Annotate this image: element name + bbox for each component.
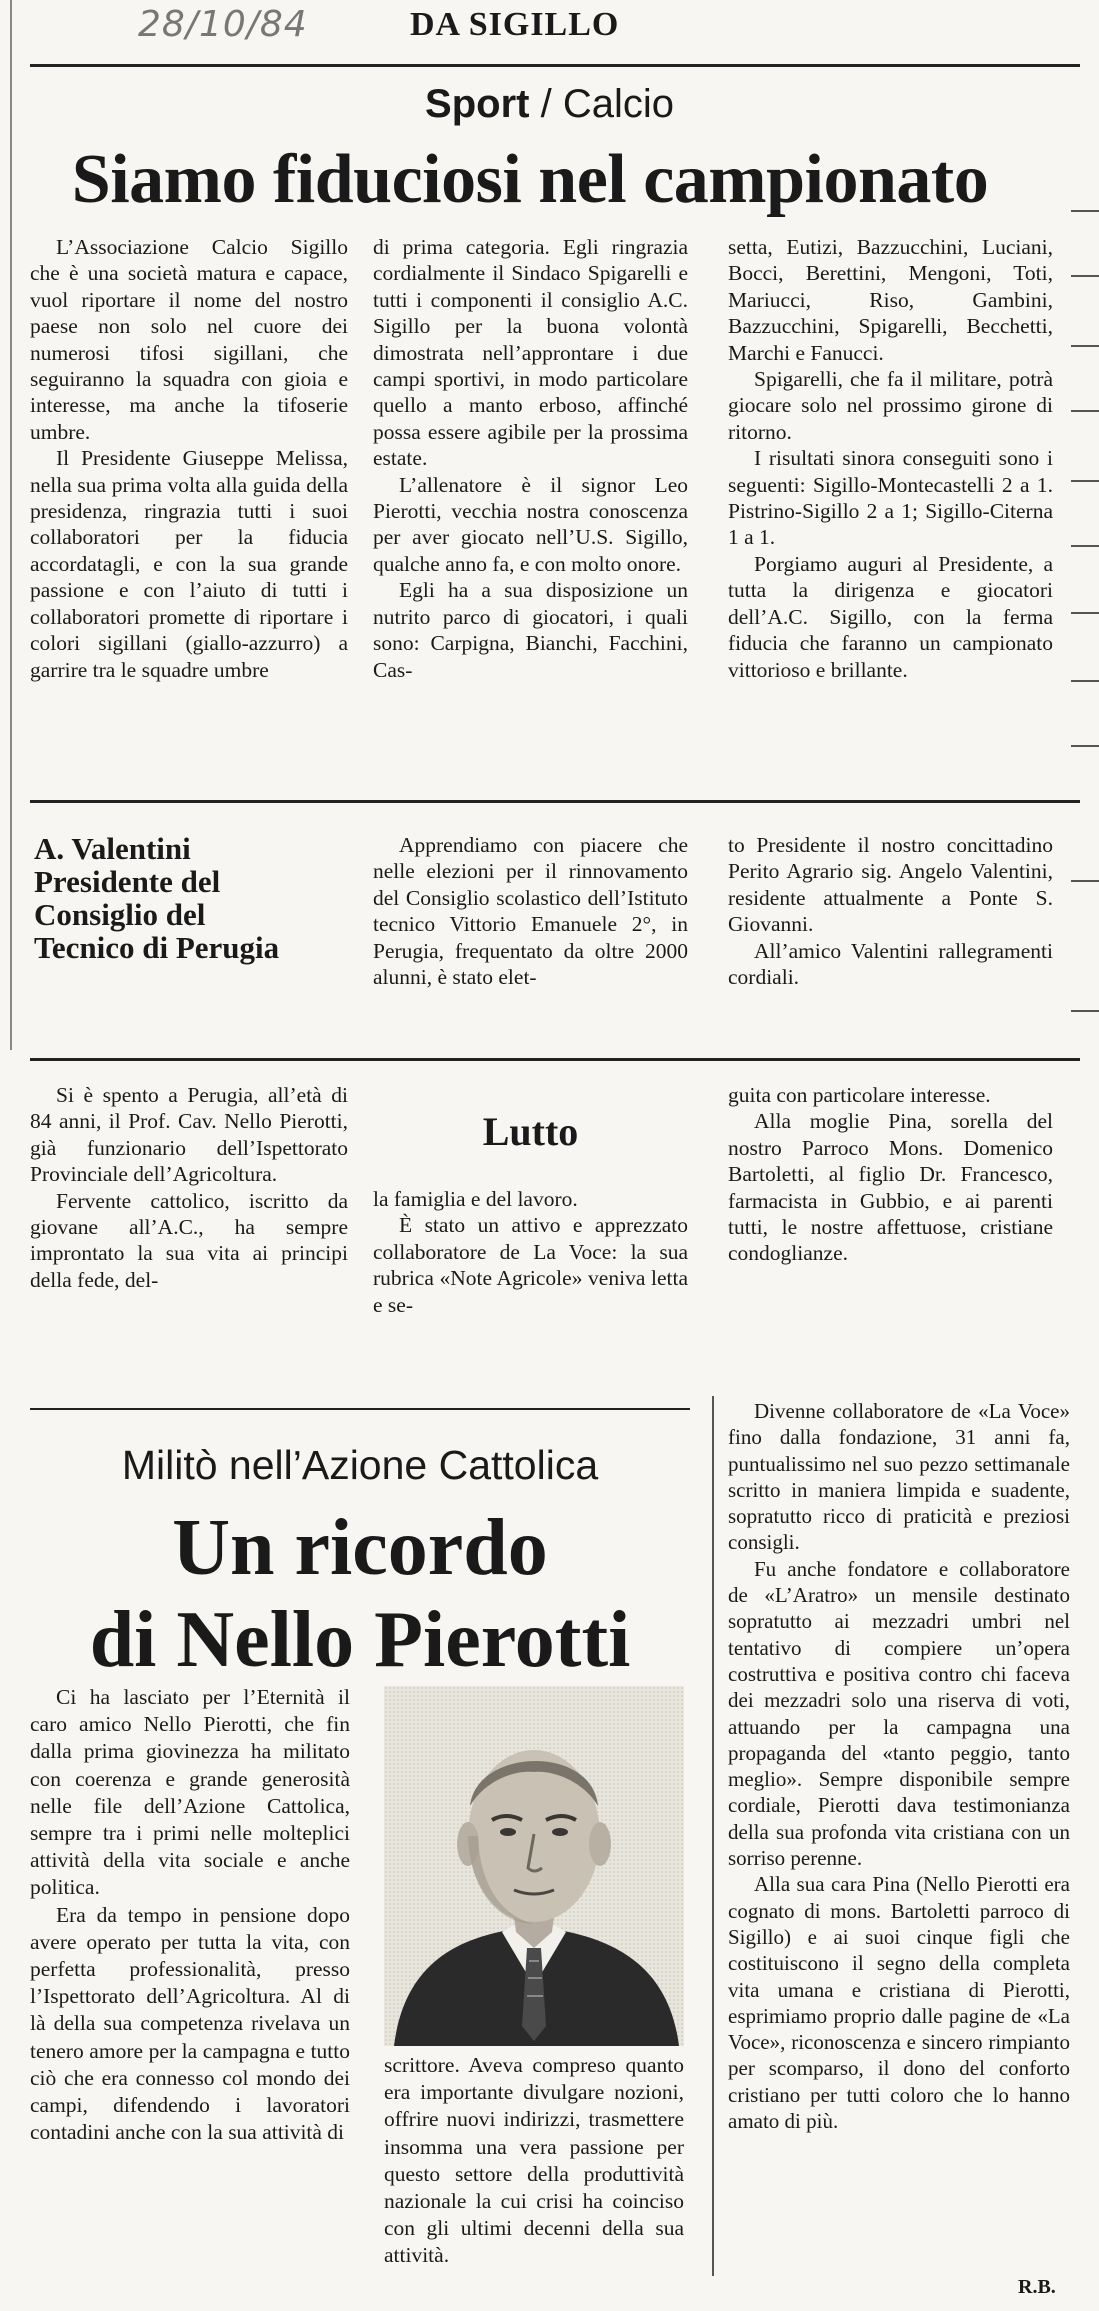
margin-mark bbox=[1071, 275, 1099, 277]
section-rule bbox=[30, 800, 1080, 803]
article4-col3 bbox=[728, 1398, 1070, 2134]
margin-mark bbox=[1071, 480, 1099, 482]
article3-col3 bbox=[728, 1082, 1053, 1267]
margin-mark bbox=[1071, 210, 1099, 212]
paragraph: scrittore. Aveva compreso quanto era importante divulgare nozioni, offrire nuovi indirizzi, trasmettere insomma una vera passione per questo settore della produttività nazionale la cui crisi ha coinciso con gli ultimi decenni della sua attività. bbox=[384, 2053, 684, 2268]
article4-kicker: Militò nell’Azione Cattolica bbox=[121, 1442, 599, 1488]
paragraph: Alla sua cara Pina (Nello Pierotti era cognato di mons. Bartoletti parroco di Sigillo) e ai suoi cinque figli che costituiscono il segno della completa vita umana e cristiana di Pierotti, esprimiamo proprio dalle pagine de «La Voce», riconoscenza e sincero rimpianto per scomparso, il dono del conforto cristiano per tutti coloro che lo hanno amato di più. bbox=[728, 1872, 1070, 2134]
paragraph: Egli ha a sua disposizione un nutrito parco di giocatori, i quali sono: Carpigna, Bianchi, Facchini, Cas- bbox=[373, 578, 688, 682]
paragraph: L’allenatore è il signor Leo Pierotti, vecchia nostra conoscenza per aver giocato nell’U.S. Sigillo, qualche anno fa, e con molto onore. bbox=[373, 472, 688, 576]
margin-mark bbox=[1071, 880, 1099, 882]
category-separator: / bbox=[540, 82, 552, 126]
article4-col2 bbox=[384, 2052, 684, 2270]
section-rule bbox=[30, 1058, 1080, 1061]
article3-col1 bbox=[30, 1082, 348, 1293]
article4-headline-line2: di Nello Pierotti bbox=[89, 1596, 631, 1684]
portrait-photo-icon bbox=[384, 1686, 684, 2046]
paragraph: di prima categoria. Egli ringrazia cordialmente il Sindaco Spigarelli e tutti i componenti il consiglio A.C. Sigillo per la buona volontà dimostrata nell’approntare i due campi sportivi, in modo particolare quello a manto erboso, affinché possa essere agibile per la prossima estate. bbox=[373, 235, 688, 471]
paragraph: I risultati sinora conseguiti sono i seguenti: Sigillo-Montecastelli 2 a 1. Pistrino-Sigillo 2 a 1; Sigillo-Citerna 1 a 1. bbox=[728, 446, 1053, 550]
paragraph: All’amico Valentini rallegramenti cordiali. bbox=[728, 938, 1053, 990]
paragraph: Il Presidente Giuseppe Melissa, nella sua prima volta alla guida della presidenza, ringrazia tutti i suoi collaboratori per la fiducia accordatagli, e con la sua grande passione e con l’aiuto di tutti i collaboratori promette di riportare i colori sigillani (giallo-azzurro) a garrire tra le squadre umbre bbox=[30, 446, 348, 682]
margin-mark bbox=[1071, 612, 1099, 614]
paragraph: guita con particolare interesse. bbox=[728, 1083, 991, 1107]
paragraph: Apprendiamo con piacere che nelle elezioni per il rinnovamento del Consiglio scolastico dell’Istituto tecnico Vittorio Emanuele 2°, in Perugia, frequentato da oltre 2000 alunni, è stato elet- bbox=[373, 833, 688, 990]
paragraph: Divenne collaboratore de «La Voce» fino dalla fondazione, 31 anni fa, puntualissimo nel suo pezzo settimanale scritto in maniera limpida e suadente, sopratutto ricco di praticità e preziosi consigli. bbox=[728, 1399, 1070, 1555]
article3-col2 bbox=[373, 1186, 688, 1318]
margin-mark bbox=[1071, 410, 1099, 412]
article1-col1 bbox=[30, 234, 348, 683]
paragraph: la famiglia e del lavoro. bbox=[373, 1187, 578, 1211]
article4-top-rule bbox=[30, 1408, 690, 1410]
paragraph: L’Associazione Calcio Sigillo che è una società matura e capace, vuol riportare il nome del nostro paese non solo nel cuore dei numerosi tifosi sigillani, che seguiranno la squadra con gioia e interesse, ma anche la tifoserie umbre. bbox=[30, 235, 348, 444]
article1-col3 bbox=[728, 234, 1053, 683]
paragraph: Ci ha lasciato per l’Eternità il caro amico Nello Pierotti, che fin dalla prima giovinezza ha militato con coerenza e grande generosità nelle file dell’Azione Cattolica, sempre tra i primi nelle molteplici attività della vita sociale e anche politica. bbox=[30, 1685, 350, 1900]
article4-col1 bbox=[30, 1684, 350, 2146]
paragraph: to Presidente il nostro concittadino Perito Agrario sig. Angelo Valentini, residente attualmente a Ponte S. Giovanni. bbox=[728, 833, 1053, 937]
article1-headline: Siamo fiduciosi nel campionato bbox=[71, 141, 989, 218]
paragraph: Alla moglie Pina, sorella del nostro Parroco Mons. Domenico Bartoletti, al figlio Dr. Francesco, farmacista in Gubbio, e ai parenti tutti, le nostre affettuose, cristiane condoglianze. bbox=[728, 1109, 1053, 1266]
margin-mark bbox=[1071, 545, 1099, 547]
paragraph: Fervente cattolico, iscritto da giovane all’A.C., ha sempre improntato la sua vita ai principi della fede, del- bbox=[30, 1188, 348, 1292]
article2-col3 bbox=[728, 832, 1053, 990]
category-calcio: Calcio bbox=[562, 82, 674, 126]
signature: R.B. bbox=[1018, 2276, 1056, 2298]
section-title: DA SIGILLO bbox=[410, 6, 620, 43]
article2-headline: A. Valentini Presidente del Consiglio del Tecnico di Perugia bbox=[34, 831, 280, 965]
paragraph: È stato un attivo e apprezzato collaboratore de La Voce: la sua rubrica «Note Agricole» veniva letta e se- bbox=[373, 1213, 688, 1317]
paragraph: Si è spento a Perugia, all’età di 84 anni, il Prof. Cav. Nello Pierotti, già funzionario dell’Ispettorato Provinciale dell’Agricoltura. bbox=[30, 1083, 348, 1187]
article2-col2 bbox=[373, 832, 688, 990]
paragraph: Spigarelli, che fa il militare, potrà giocare solo nel prossimo girone di ritorno. bbox=[728, 367, 1053, 444]
article4-headline-line1: Un ricordo bbox=[172, 1504, 548, 1592]
paragraph: Porgiamo auguri al Presidente, a tutta la dirigenza e giocatori dell’A.C. Sigillo, con la ferma fiducia che faranno un campionato vittorioso e brillante. bbox=[728, 551, 1053, 682]
handwritten-date: 28/10/84 bbox=[138, 4, 308, 45]
paragraph: setta, Eutizi, Bazzucchini, Luciani, Bocci, Berettini, Mengoni, Toti, Mariucci, Riso, Gambini, Bazzucchini, Spigarelli, Becchetti, Marchi e Fanucci. bbox=[728, 235, 1053, 365]
margin-mark bbox=[1071, 680, 1099, 682]
header-rule bbox=[30, 64, 1080, 67]
article1-col2 bbox=[373, 234, 688, 683]
article3-headline: Lutto bbox=[482, 1109, 579, 1154]
margin-mark bbox=[1071, 745, 1099, 747]
article-category bbox=[0, 82, 1099, 127]
paragraph: Fu anche fondatore e collaboratore de «L’Aratro» un mensile destinato sopratutto ai mezzadri umbri nel tentativo di compiere un’opera costruttiva e positiva contro chi faceva dei mezzadri solo una riserva di voti, attuando per la campagna una propaganda del «tanto peggio, tanto meglio». Sempre disponibile sempre cordiale, Pierotti dava testimonianza della sua profonda vita cristiana con un sorriso perenne. bbox=[728, 1556, 1070, 1871]
margin-mark bbox=[1071, 345, 1099, 347]
portrait-photo bbox=[384, 1686, 684, 2046]
margin-mark bbox=[1071, 1010, 1099, 1012]
paragraph: Era da tempo in pensione dopo avere operato per tutta la vita, con perfetta professionalità, presso l’Ispettorato dell’Agricoltura. Al di là della sua competenza rivelava un tenero amore per la campagna e tutto ciò che era connesso col mondo dei campi, difendendo i lavoratori contadini anche con la sua attività di bbox=[30, 1902, 350, 2145]
article4-column-rule bbox=[712, 1396, 714, 2276]
category-sport: Sport bbox=[425, 82, 530, 126]
